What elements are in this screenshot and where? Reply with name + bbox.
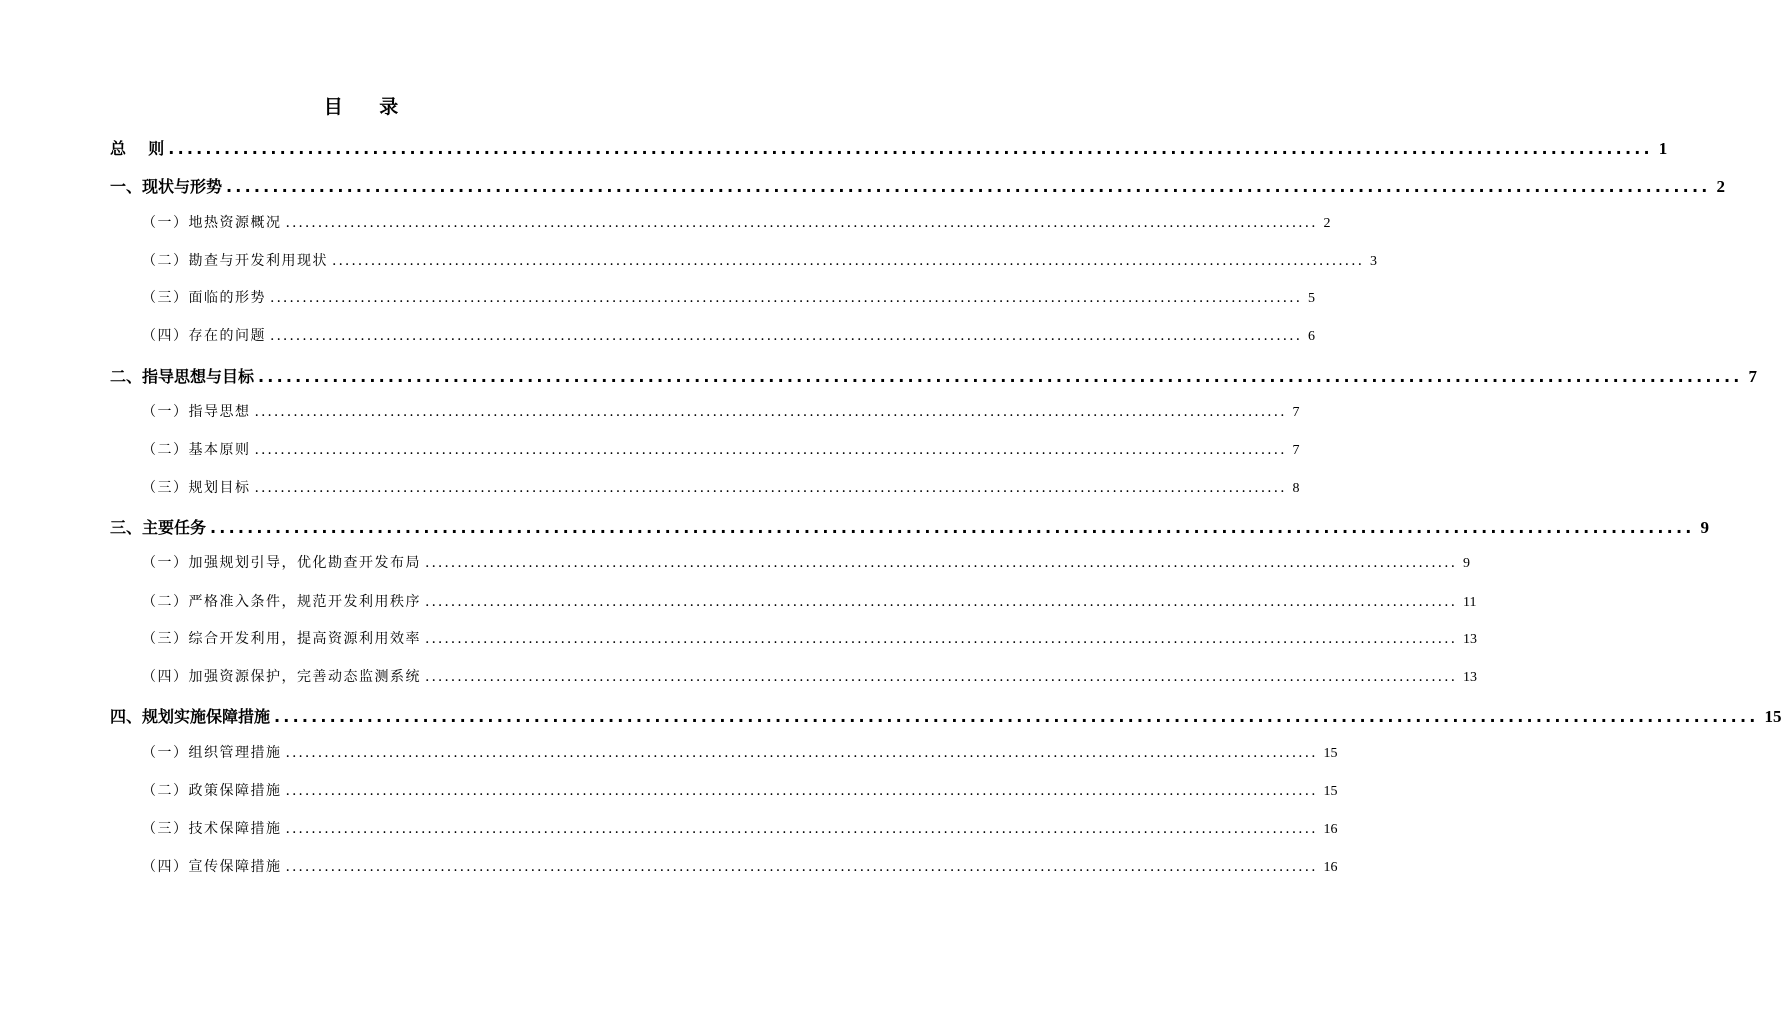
toc-page-number: 1 — [1658, 139, 1668, 158]
toc-leader-dots: ................................................................................................................................................................ — [210, 518, 1695, 537]
toc-leader-dots: ................................................................................................................................................................ — [425, 669, 1458, 685]
toc-leader-dots: ................................................................................................................................................................ — [258, 367, 1743, 386]
toc-entry-chapter-3[interactable] — [110, 515, 1710, 538]
toc-entry-4-2[interactable] — [142, 780, 1338, 800]
toc-entry-label: （二）严格准入条件，规范开发利用秩序 — [142, 594, 421, 610]
toc-title: 目 录 — [323, 96, 401, 118]
toc-page-number: 2 — [1323, 216, 1331, 231]
toc-leader-dots: ................................................................................................................................................................ — [254, 442, 1287, 458]
toc-entry-label: （三）规划目标 — [142, 480, 251, 496]
toc-leader-dots: ................................................................................................................................................................ — [270, 328, 1303, 344]
toc-entry-label: （四）存在的问题 — [142, 328, 266, 344]
toc-entry-1-4[interactable] — [142, 325, 1316, 345]
toc-entry-general-principles[interactable] — [110, 136, 1668, 159]
toc-page-number: 15 — [1323, 746, 1338, 761]
toc-page-number: 9 — [1463, 556, 1471, 571]
toc-entry-3-2[interactable] — [142, 591, 1477, 611]
toc-page-number: 16 — [1323, 860, 1338, 875]
toc-entry-label: （一）组织管理措施 — [142, 745, 282, 761]
toc-entry-4-4[interactable] — [142, 856, 1338, 876]
toc-entry-label: （一）指导思想 — [142, 404, 251, 420]
toc-entry-label: （三）技术保障措施 — [142, 821, 282, 837]
toc-page-number: 15 — [1764, 707, 1782, 726]
toc-page-number: 3 — [1370, 254, 1378, 269]
toc-entry-label: 四、规划实施保障措施 — [110, 707, 271, 726]
toc-entry-label: （二）勘查与开发利用现状 — [142, 253, 328, 269]
toc-leader-dots: ................................................................................................................................................................ — [425, 594, 1458, 610]
toc-leader-dots: ................................................................................................................................................................ — [285, 859, 1318, 875]
toc-entry-label: （三）面临的形势 — [142, 290, 266, 306]
toc-leader-dots: ................................................................................................................................................................ — [254, 480, 1287, 496]
toc-page-number: 15 — [1323, 784, 1338, 799]
toc-entry-4-3[interactable] — [142, 818, 1338, 838]
toc-entry-label: （一）地热资源概况 — [142, 215, 282, 231]
toc-entry-label: （四）加强资源保护，完善动态监测系统 — [142, 669, 421, 685]
toc-leader-dots: ................................................................................................................................................................ — [425, 555, 1458, 571]
toc-entry-label: （一）加强规划引导，优化勘查开发布局 — [142, 555, 421, 571]
toc-entry-4-1[interactable] — [142, 742, 1338, 762]
toc-entry-2-3[interactable] — [142, 477, 1300, 497]
toc-entry-label: （三）综合开发利用，提高资源利用效率 — [142, 631, 421, 647]
toc-page-number: 13 — [1463, 670, 1478, 685]
toc-entry-label: 二、指导思想与目标 — [110, 367, 255, 386]
toc-leader-dots: ................................................................................................................................................................ — [254, 404, 1287, 420]
toc-page-number: 8 — [1292, 481, 1300, 496]
toc-leader-dots: ................................................................................................................................................................ — [285, 783, 1318, 799]
toc-entry-2-2[interactable] — [142, 439, 1300, 459]
toc-page-number: 5 — [1308, 291, 1316, 306]
toc-page-number: 7 — [1292, 443, 1300, 458]
toc-entry-label: （四）宣传保障措施 — [142, 859, 282, 875]
toc-page-number: 7 — [1292, 405, 1300, 420]
toc-entry-1-1[interactable] — [142, 212, 1331, 232]
toc-leader-dots: ................................................................................................................................................................ — [425, 631, 1458, 647]
toc-entry-1-3[interactable] — [142, 287, 1316, 307]
toc-page-number: 2 — [1716, 177, 1726, 196]
toc-leader-dots: ................................................................................................................................................................ — [226, 177, 1711, 196]
toc-leader-dots: ................................................................................................................................................................ — [270, 290, 1303, 306]
toc-entry-3-4[interactable] — [142, 666, 1478, 686]
toc-leader-dots: ................................................................................................................................................................ — [285, 745, 1318, 761]
toc-page-number: 9 — [1700, 518, 1710, 537]
toc-entry-chapter-2[interactable] — [110, 364, 1758, 387]
toc-leader-dots: ................................................................................................................................................................ — [332, 253, 1365, 269]
toc-page-number: 11 — [1463, 595, 1477, 610]
toc-entry-label: （二）政策保障措施 — [142, 783, 282, 799]
toc-entry-3-1[interactable] — [142, 552, 1471, 572]
toc-leader-dots: ................................................................................................................................................................ — [285, 821, 1318, 837]
toc-entry-1-2[interactable] — [142, 250, 1378, 270]
toc-entry-2-1[interactable] — [142, 401, 1300, 421]
toc-leader-dots: ................................................................................................................................................................ — [168, 139, 1653, 158]
toc-entry-label: 三、主要任务 — [110, 518, 207, 537]
toc-entry-label: 一、现状与形势 — [110, 177, 223, 196]
toc-leader-dots: ................................................................................................................................................................ — [285, 215, 1318, 231]
toc-leader-dots: ................................................................................................................................................................ — [274, 707, 1759, 726]
toc-entry-chapter-1[interactable] — [110, 174, 1726, 197]
toc-entry-chapter-4[interactable] — [110, 704, 1782, 727]
toc-page-number: 16 — [1323, 822, 1338, 837]
toc-entry-3-3[interactable] — [142, 628, 1478, 648]
toc-page-number: 6 — [1308, 329, 1316, 344]
toc-page-number: 7 — [1748, 367, 1758, 386]
toc-entry-label: （二）基本原则 — [142, 442, 251, 458]
toc-entry-label: 总 则 — [110, 139, 165, 158]
toc-page-number: 13 — [1463, 632, 1478, 647]
